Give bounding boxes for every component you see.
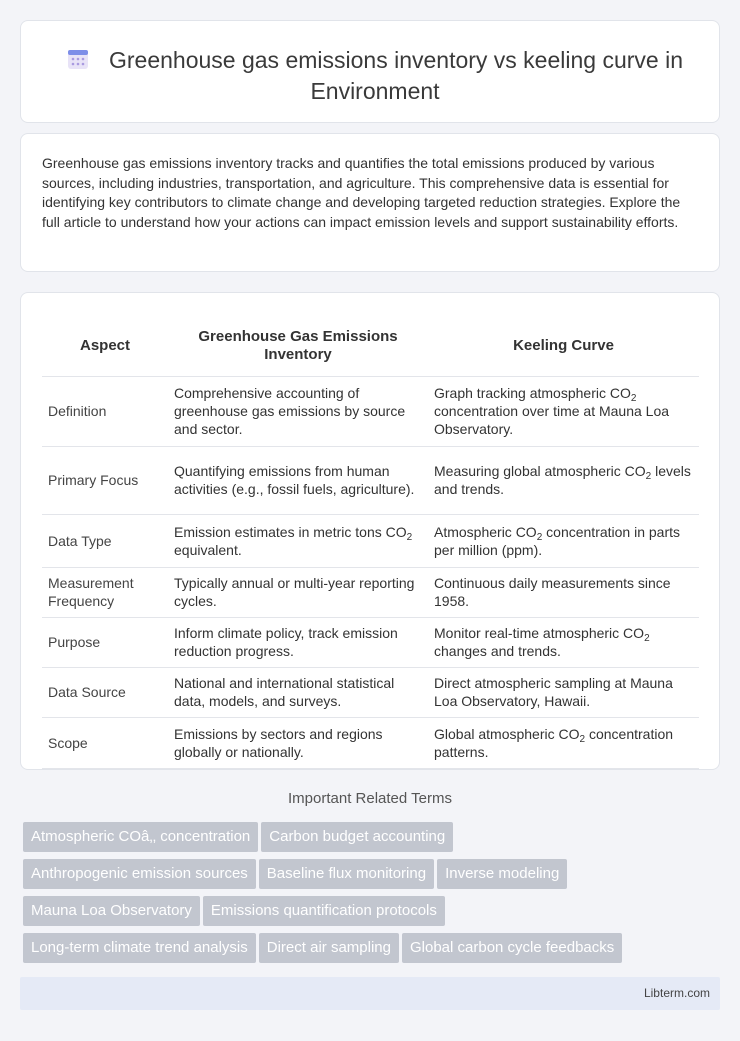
keeling-cell: Measuring global atmospheric $CO_2$ levels and trends. bbox=[428, 446, 699, 514]
table-row bbox=[42, 667, 699, 717]
table-row bbox=[42, 514, 699, 567]
aspect-cell: Primary Focus bbox=[42, 446, 168, 514]
inventory-cell: Comprehensive accounting of greenhouse gas emissions by source and sector. bbox=[168, 376, 428, 446]
related-term-tag[interactable]: Long-term climate trend analysis bbox=[23, 933, 256, 963]
related-term-tag[interactable]: Emissions quantification protocols bbox=[203, 896, 445, 926]
header-aspect: Aspect bbox=[42, 314, 168, 376]
inventory-cell: Typically annual or multi-year reporting cycles. bbox=[168, 567, 428, 617]
tag-row bbox=[23, 822, 723, 859]
page-title-wrap bbox=[51, 45, 699, 107]
keeling-cell: Continuous daily measurements since 1958. bbox=[428, 567, 699, 617]
table-row bbox=[42, 717, 699, 768]
inventory-cell: Emission estimates in metric tons $CO_2$ equivalent. bbox=[168, 514, 428, 567]
tag-row bbox=[23, 859, 723, 896]
related-terms-title: Important Related Terms bbox=[288, 790, 452, 807]
keeling-cell: Atmospheric $CO_2$ concentration in parts per million (ppm). bbox=[428, 514, 699, 567]
footer-site[interactable]: Libterm.com bbox=[643, 986, 710, 1000]
keeling-cell: Graph tracking atmospheric $CO_2$ concentration over time at Mauna Loa Observatory. bbox=[428, 376, 699, 446]
header-keeling: Keeling Curve bbox=[428, 314, 699, 376]
aspect-cell: Purpose bbox=[42, 617, 168, 667]
related-term-tag[interactable]: Mauna Loa Observatory bbox=[23, 896, 200, 926]
intro-card bbox=[20, 133, 720, 272]
comparison-table bbox=[42, 314, 699, 769]
aspect-cell: Scope bbox=[42, 717, 168, 768]
inventory-cell: National and international statistical data, models, and surveys. bbox=[168, 667, 428, 717]
tag-row bbox=[23, 896, 723, 933]
intro-text: Greenhouse gas emissions inventory tracks and quantifies the total emissions produced by various sources, including industries, transportation, and agriculture. This comprehensive data is essential for identifying key contributors to climate change and developing targeted reduction strategies. Explore the full article to understand how your actions can impact emission levels and support sustainability efforts. bbox=[42, 155, 681, 230]
related-term-tag[interactable]: Global carbon cycle feedbacks bbox=[402, 933, 622, 963]
inventory-cell: Quantifying emissions from human activities (e.g., fossil fuels, agriculture). bbox=[168, 446, 428, 514]
table-row bbox=[42, 376, 699, 446]
related-term-tag[interactable]: Baseline flux monitoring bbox=[259, 859, 434, 889]
aspect-cell: Definition bbox=[42, 376, 168, 446]
related-terms bbox=[23, 822, 723, 970]
comparison-card bbox=[20, 292, 720, 770]
related-term-tag[interactable]: Inverse modeling bbox=[437, 859, 567, 889]
keeling-cell: Direct atmospheric sampling at Mauna Loa Observatory, Hawaii. bbox=[428, 667, 699, 717]
calendar-icon bbox=[67, 48, 89, 70]
page-title: Greenhouse gas emissions inventory vs keeling curve in Environment bbox=[108, 47, 683, 104]
table-header-row bbox=[42, 314, 699, 376]
related-term-tag[interactable]: Direct air sampling bbox=[259, 933, 399, 963]
header-inventory: Greenhouse Gas Emissions Inventory bbox=[168, 314, 428, 376]
aspect-cell: Data Type bbox=[42, 514, 168, 567]
table-row bbox=[42, 617, 699, 667]
related-term-tag[interactable]: Atmospheric COâ‚‚ concentration bbox=[23, 822, 258, 852]
tag-row bbox=[23, 933, 723, 970]
table-row bbox=[42, 567, 699, 617]
aspect-cell: Measurement Frequency bbox=[42, 567, 168, 617]
related-term-tag[interactable]: Anthropogenic emission sources bbox=[23, 859, 256, 889]
aspect-cell: Data Source bbox=[42, 667, 168, 717]
inventory-cell: Inform climate policy, track emission reduction progress. bbox=[168, 617, 428, 667]
table-row bbox=[42, 446, 699, 514]
keeling-cell: Global atmospheric $CO_2$ concentration patterns. bbox=[428, 717, 699, 768]
inventory-cell: Emissions by sectors and regions globally or nationally. bbox=[168, 717, 428, 768]
keeling-cell: Monitor real-time atmospheric $CO_2$ changes and trends. bbox=[428, 617, 699, 667]
title-card bbox=[20, 20, 720, 123]
related-term-tag[interactable]: Carbon budget accounting bbox=[261, 822, 453, 852]
footer bbox=[20, 977, 720, 1010]
